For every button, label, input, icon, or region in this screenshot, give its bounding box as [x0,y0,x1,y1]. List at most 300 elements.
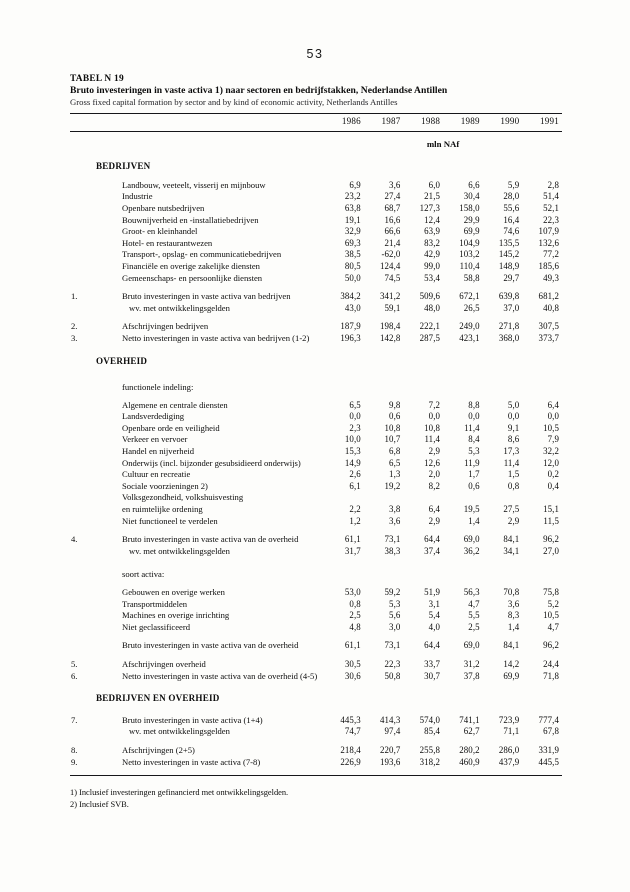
cell-value-1990: 2,9 [507,515,520,526]
cell-value-1990: 368,0 [498,332,520,343]
table-bottom-rule [70,776,562,779]
column-header-1987: 1987 [381,116,401,126]
cell-value-1989: 672,1 [459,291,480,302]
section-overheid [70,352,562,371]
table-row [70,745,562,757]
cell-value-1990: 0,8 [507,480,520,491]
cell-value-1986: 6,9 [349,179,361,190]
row-label: Financiële en overige zakelijke diensten [122,260,260,271]
cell-value-1988: 10,8 [424,422,441,433]
table-row [70,757,562,769]
footnote-2: 2) Inclusief SVB. [70,799,129,809]
row-label: Landsverdediging [122,411,185,422]
cell-value-1986: 19,1 [344,214,361,225]
cell-value-1986: 30,5 [344,658,361,669]
cell-value-1988: 127,3 [419,202,441,213]
row-label: Transportmiddelen [122,598,188,609]
table-row [70,238,562,250]
cell-value-1986: 69,3 [344,237,361,248]
row-index [70,249,96,261]
row-index [70,610,96,622]
row-label: Onderwijs (incl. bijzonder gesubsidieerd onderwijs) [122,457,301,468]
cell-value-1988: 0,0 [428,411,441,422]
unit-row [70,131,562,157]
cell-value-1988: 6,4 [428,504,441,515]
cell-value-1990: 145,2 [498,249,520,260]
table-title-english: Gross fixed capital formation by sector and by kind of economic activity, Netherlands Antilles [70,97,398,107]
row-index [70,180,96,192]
row-label: Gemeenschaps- en persoonlijke diensten [122,272,263,283]
row-label: wv. met ontwikkelingsgelden [129,726,230,737]
row-label: wv. met ontwikkelingsgelden [129,302,230,313]
row-index: 6. [71,670,78,681]
cell-value-1988: 33,7 [424,658,441,669]
row-label: Openbare nutsbedrijven [122,202,205,213]
cell-value-1986: 196,3 [340,332,361,343]
cell-value-1989: 31,2 [463,658,480,669]
table-row [70,516,562,528]
table-row [70,446,562,458]
row-spacer [70,708,562,715]
table-row [70,291,562,303]
row-label: Volksgezondheid, volkshuisvesting [122,492,244,503]
row-index [70,400,96,412]
row-spacer [70,682,562,689]
row-label: Afschrijvingen bedrijven [122,321,209,332]
cell-value-1990: 3,6 [507,598,520,609]
cell-value-1991: 185,6 [538,260,559,271]
table-row [70,599,562,611]
cell-value-1986: 61,1 [344,534,361,545]
cell-value-1989: 2,5 [468,621,480,632]
cell-value-1986: 2,5 [349,610,361,621]
cell-value-1988: 21,5 [424,191,441,202]
cell-value-1989: 62,7 [463,726,480,737]
table-row [70,191,562,203]
cell-value-1991: 7,9 [547,434,559,445]
cell-value-1988: 5,4 [428,610,441,621]
table-row [70,215,562,227]
row-index [70,640,96,652]
cell-value-1986: 61,1 [344,640,361,651]
cell-value-1991: 15,1 [543,504,559,515]
table-row [70,273,562,285]
row-index [70,726,96,738]
cell-value-1990: 84,1 [503,534,520,545]
row-spacer [70,652,562,659]
cell-value-1988: 287,5 [419,332,441,343]
cell-value-1987: 74,5 [384,272,401,283]
cell-value-1987: 341,2 [379,291,401,302]
row-index [70,458,96,470]
cell-value-1987: 6,5 [389,457,401,468]
cell-value-1991: 6,4 [547,399,559,410]
cell-value-1987: 3,6 [389,515,401,526]
cell-value-1989: 69,0 [463,640,480,651]
table-row [70,434,562,446]
row-index [70,446,96,458]
cell-value-1987: 66,6 [384,226,401,237]
cell-value-1990: 8,6 [507,434,520,445]
cell-value-1988: 255,8 [419,744,441,755]
cell-value-1987: 5,6 [389,610,401,621]
cell-value-1991: 681,2 [538,291,559,302]
cell-value-1986: 187,9 [340,321,361,332]
cell-value-1990: 55,6 [503,202,520,213]
cell-value-1991: 22,3 [543,214,559,225]
cell-value-1989: 6,6 [468,179,480,190]
section-heading-label: soort activa: [122,569,165,580]
cell-value-1991: 2,8 [547,179,559,190]
row-label: Groot- en kleinhandel [122,226,198,237]
row-label: Transport-, opslag- en communicatiebedrijven [122,249,282,260]
cell-value-1988: 48,0 [424,302,441,313]
table-row [70,249,562,261]
cell-value-1986: 445,3 [340,714,361,725]
cell-value-1986: 80,5 [344,260,361,271]
row-label: Niet functioneel te verdelen [122,515,218,526]
cell-value-1990: 8,3 [507,610,520,621]
row-spacer [70,768,562,776]
cell-value-1987: -62,0 [381,249,401,260]
cell-value-1990: 11,4 [503,457,520,468]
cell-value-1991: 11,5 [543,515,559,526]
cell-value-1986: 15,3 [344,446,361,457]
cell-value-1989: 158,0 [459,202,480,213]
row-label: Bruto investeringen in vaste activa van de overheid [122,640,299,651]
row-index [70,622,96,634]
cell-value-1986: 0,8 [349,598,361,609]
cell-value-1986: 226,9 [340,756,361,767]
section-bedrijven [70,157,562,176]
row-label: Netto investeringen in vaste activa (7-8) [122,756,261,767]
table-row [70,423,562,435]
row-index [70,599,96,611]
cell-value-1987: 68,7 [384,202,401,213]
cell-value-1986: 14,9 [344,457,361,468]
table-row-wrapped-line1 [70,492,562,504]
cell-value-1987: 3,8 [389,504,401,515]
cell-value-1989: 11,4 [464,422,480,433]
cell-value-1989: 69,0 [463,534,480,545]
cell-value-1988: 2,9 [428,446,441,457]
cell-value-1990: 271,8 [498,321,520,332]
cell-value-1989: 103,2 [459,249,480,260]
cell-value-1990: 17,3 [503,446,520,457]
row-index: 4. [71,534,78,545]
row-label: Niet geclassificeerd [122,621,191,632]
cell-value-1986: 10,0 [344,434,361,445]
cell-value-1989: 30,4 [463,191,480,202]
cell-value-1986: 23,2 [344,191,361,202]
cell-value-1991: 32,2 [543,446,559,457]
table-row [70,610,562,622]
cell-value-1987: 1,3 [389,469,401,480]
cell-value-1989: 741,1 [459,714,480,725]
row-spacer [70,345,562,352]
row-spacer [70,284,562,291]
cell-value-1986: 1,2 [349,515,361,526]
cell-value-1987: 19,2 [384,480,401,491]
row-index [70,423,96,435]
section-heading-label: functionele indeling: [122,382,194,393]
cell-value-1991: 132,6 [538,237,559,248]
row-spacer [70,633,562,640]
column-header-1990: 1990 [500,116,520,126]
cell-value-1987: 9,8 [389,399,401,410]
table-row-assets-total [70,640,562,652]
row-index [70,238,96,250]
cell-value-1989: 4,7 [468,598,480,609]
cell-value-1987: 220,7 [379,744,401,755]
table-row [70,671,562,683]
cell-value-1990: 14,2 [503,658,520,669]
table-row [70,458,562,470]
statistics-table [70,113,562,778]
footnote-1: 1) Inclusief investeringen gefinancierd met ontwikkelingsgelden. [70,788,289,798]
cell-value-1989: 5,5 [468,610,480,621]
table-row-wrapped-line2 [70,504,562,516]
table-row [70,726,562,738]
cell-value-1990: 34,1 [503,545,520,556]
cell-value-1988: 3,1 [428,598,441,609]
cell-value-1988: 64,4 [424,640,441,651]
cell-value-1987: 10,7 [384,434,401,445]
cell-value-1986: 31,7 [344,545,361,556]
cell-value-1991: 331,9 [538,744,559,755]
cell-value-1986: 6,5 [349,399,361,410]
cell-value-1986: 2,3 [349,422,361,433]
cell-value-1986: 38,5 [344,249,361,260]
cell-value-1991: 52,1 [543,202,559,213]
cell-value-1990: 70,8 [503,587,520,597]
cell-value-1989: 8,8 [468,399,480,410]
row-index: 2. [71,321,78,332]
row-spacer [70,527,562,534]
cell-value-1991: 5,2 [547,598,559,609]
cell-value-1987: 38,3 [384,545,401,556]
table-identifier: TABEL N 19 [70,74,124,84]
cell-value-1987: 142,8 [379,332,401,343]
cell-value-1990: 1,4 [507,621,520,632]
cell-value-1986: 32,9 [344,226,361,237]
cell-value-1989: 1,4 [468,515,480,526]
row-label: Landbouw, veeteelt, visserij en mijnbouw [122,179,266,190]
page-number: 53 [306,47,324,61]
cell-value-1991: 0,0 [547,411,559,422]
cell-value-1987: 6,8 [389,446,401,457]
cell-value-1990: 29,7 [503,272,520,283]
cell-value-1988: 12,6 [424,457,441,468]
cell-value-1987: 198,4 [379,321,401,332]
row-index [70,273,96,285]
cell-value-1990: 723,9 [498,714,520,725]
cell-value-1989: 26,5 [463,302,480,313]
cell-value-1986: 30,6 [344,670,361,681]
cell-value-1990: 286,0 [498,744,520,755]
cell-value-1989: 1,7 [468,469,480,480]
cell-value-1989: 29,9 [463,214,480,225]
row-label: wv. met ontwikkelingsgelden [129,545,230,556]
table-body [70,114,562,779]
row-label: Openbare orde en veiligheid [122,422,220,433]
cell-value-1989: 11,9 [464,457,480,468]
year-header-row [70,116,562,130]
cell-value-1989: 58,8 [463,272,480,283]
table-row [70,534,562,546]
table-row [70,203,562,215]
row-label: Bruto investeringen in vaste activa (1+4) [122,714,263,725]
cell-value-1986: 4,8 [349,621,361,632]
row-index: 9. [71,756,78,767]
cell-value-1991: 4,7 [547,621,559,632]
cell-value-1991: 307,5 [538,321,559,332]
row-index [70,434,96,446]
section-bedrijven-en-overheid [70,689,562,708]
cell-value-1991: 373,7 [538,332,559,343]
cell-value-1991: 0,4 [547,480,559,491]
cell-value-1987: 3,0 [389,621,401,632]
row-index [70,516,96,528]
cell-value-1991: 71,8 [543,670,559,681]
cell-value-1986: 384,2 [340,291,361,302]
row-index [70,481,96,493]
cell-value-1991: 12,0 [543,457,559,468]
table-row [70,411,562,423]
cell-value-1987: 22,3 [384,658,401,669]
cell-value-1990: 639,8 [498,291,520,302]
row-label: Verkeer en vervoer [122,434,188,445]
cell-value-1990: 69,9 [503,670,520,681]
row-label: Netto investeringen in vaste activa van de overheid (4-5) [122,670,318,681]
cell-value-1990: 135,5 [498,237,520,248]
cell-value-1988: 64,4 [424,534,441,545]
cell-value-1987: 73,1 [384,534,401,545]
row-label: Netto investeringen in vaste activa van bedrijven (1-2) [122,332,310,343]
unit-label: mln NAf [426,138,460,149]
cell-value-1991: 107,9 [538,226,559,237]
row-label: Afschrijvingen (2+5) [122,744,195,755]
row-index [70,411,96,423]
cell-value-1990: 27,5 [503,504,520,515]
cell-value-1987: 16,6 [384,214,401,225]
row-label: Cultuur en recreatie [122,469,191,480]
row-index [70,226,96,238]
row-label: Afschrijvingen overheid [122,658,206,669]
table-title-dutch: Bruto investeringen in vaste activa 1) naar sectoren en bedrijfstakken, Nederlandse Antillen [70,85,448,96]
cell-value-1989: 8,4 [468,434,480,445]
cell-value-1987: 5,3 [389,598,401,609]
cell-value-1987: 97,4 [384,726,401,737]
cell-value-1988: 99,0 [424,260,441,271]
table-sheet [70,74,562,810]
cell-value-1991: 96,2 [543,640,559,651]
cell-value-1988: 11,4 [424,434,441,445]
row-label: en ruimtelijke ordening [122,504,203,515]
cell-value-1988: 12,4 [424,214,441,225]
section-heading-label: BEDRIJVEN EN OVERHEID [96,693,220,704]
cell-value-1991: 67,8 [543,726,559,737]
cell-value-1989: 104,9 [459,237,480,248]
cell-value-1990: 74,6 [503,226,520,237]
cell-value-1990: 9,1 [507,422,520,433]
row-spacer [70,738,562,745]
cell-value-1990: 148,9 [498,260,520,271]
cell-value-1987: 21,4 [384,237,401,248]
cell-value-1991: 40,8 [543,302,559,313]
row-label: Bruto investeringen in vaste activa van de overheid [122,534,299,545]
row-label: Hotel- en restaurantwezen [122,237,213,248]
cell-value-1987: 0,6 [389,411,401,422]
cell-value-1988: 8,2 [428,480,441,491]
cell-value-1989: 110,4 [459,260,480,271]
cell-value-1988: 30,7 [424,670,441,681]
cell-value-1991: 10,5 [543,422,559,433]
cell-value-1989: 56,3 [463,587,480,597]
cell-value-1986: 50,0 [344,272,361,283]
cell-value-1989: 19,5 [463,504,480,515]
row-label: Industrie [122,191,153,202]
cell-value-1986: 2,2 [349,504,361,515]
cell-value-1988: 51,9 [424,587,441,597]
table-row [70,715,562,727]
cell-value-1986: 63,8 [344,202,361,213]
row-label: Machines en overige inrichting [122,610,230,621]
cell-value-1991: 51,4 [543,191,559,202]
cell-value-1988: 222,1 [419,321,441,332]
table-row [70,659,562,671]
row-label: Bouwnijverheid en -installatiebedrijven [122,214,259,225]
cell-value-1989: 69,9 [463,226,480,237]
row-spacer [70,370,562,377]
cell-value-1988: 4,0 [428,621,441,632]
cell-value-1986: 74,7 [344,726,361,737]
cell-value-1989: 5,3 [468,446,480,457]
row-index [70,469,96,481]
row-index [70,587,96,599]
cell-value-1991: 75,8 [543,587,559,597]
cell-value-1991: 49,3 [543,272,559,283]
cell-value-1986: 6,1 [349,480,361,491]
cell-value-1989: 37,8 [463,670,480,681]
row-index [70,203,96,215]
row-label: Algemene en centrale diensten [122,399,228,410]
cell-value-1991: 96,2 [543,534,559,545]
cell-value-1988: 7,2 [428,399,441,410]
cell-value-1988: 6,0 [428,179,441,190]
cell-value-1991: 24,4 [543,658,559,669]
cell-value-1987: 73,1 [384,640,401,651]
table-row [70,400,562,412]
row-index: 5. [71,658,78,669]
row-index [70,546,96,558]
cell-value-1986: 53,0 [344,587,361,597]
cell-value-1990: 0,0 [507,411,520,422]
table-row [70,469,562,481]
cell-value-1991: 777,4 [538,714,559,725]
cell-value-1987: 124,4 [379,260,401,271]
cell-value-1989: 280,2 [459,744,480,755]
row-index [70,261,96,273]
row-label: Sociale voorzieningen 2) [122,480,208,491]
cell-value-1990: 16,4 [503,214,520,225]
cell-value-1988: 53,4 [424,272,441,283]
cell-value-1988: 83,2 [424,237,441,248]
table-row [70,622,562,634]
cell-value-1991: 77,2 [543,249,559,260]
cell-value-1990: 28,0 [503,191,520,202]
column-header-1988: 1988 [421,116,441,126]
